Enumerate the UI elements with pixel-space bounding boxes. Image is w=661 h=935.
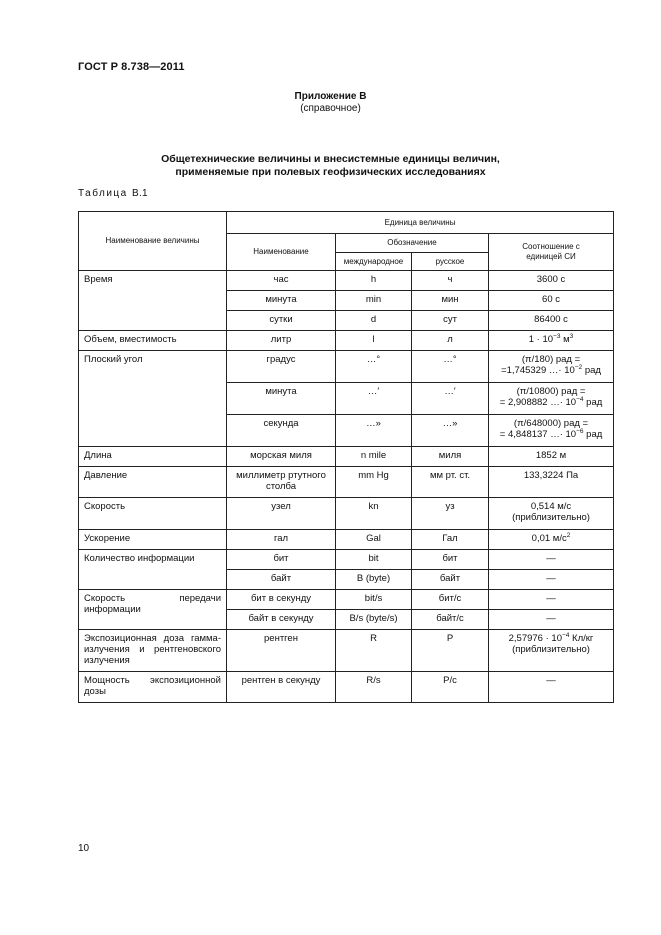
si-relation-cell: — bbox=[489, 590, 614, 610]
rus-symbol-cell: мм рт. ст. bbox=[412, 467, 489, 498]
unit-name-cell: сутки bbox=[227, 311, 336, 331]
rus-symbol-cell: бит bbox=[412, 550, 489, 570]
rus-symbol-cell: сут bbox=[412, 311, 489, 331]
rus-symbol-cell: …» bbox=[412, 415, 489, 447]
intl-symbol-cell: …′ bbox=[336, 383, 412, 415]
table-row bbox=[79, 498, 614, 530]
quantity-cell: Длина bbox=[79, 447, 227, 467]
appendix-heading bbox=[0, 91, 661, 115]
table-row bbox=[79, 331, 614, 351]
main-title-line1: Общетехнические величины и внесистемные единицы величин, bbox=[161, 153, 500, 165]
intl-symbol-cell: …° bbox=[336, 351, 412, 383]
table-row bbox=[79, 530, 614, 550]
rus-symbol-cell: уз bbox=[412, 498, 489, 530]
rus-symbol-cell: байт/с bbox=[412, 610, 489, 630]
header-international: международное bbox=[336, 253, 412, 271]
intl-symbol-cell: kn bbox=[336, 498, 412, 530]
si-relation-cell: 133,3224 Па bbox=[489, 467, 614, 498]
quantity-cell: Объем, вместимость bbox=[79, 331, 227, 351]
table-row bbox=[79, 590, 614, 610]
unit-name-cell: литр bbox=[227, 331, 336, 351]
quantity-cell: Экспозиционная доза гамма-излучения и рентгеновского излучения bbox=[79, 630, 227, 672]
si-relation-cell: 0,01 $м/с^2$ bbox=[489, 530, 614, 550]
table-row bbox=[79, 467, 614, 498]
intl-symbol-cell: n mile bbox=[336, 447, 412, 467]
quantity-cell: Плоский угол bbox=[79, 351, 227, 447]
quantity-cell: Давление bbox=[79, 467, 227, 498]
intl-symbol-cell: d bbox=[336, 311, 412, 331]
rus-symbol-cell: л bbox=[412, 331, 489, 351]
rus-symbol-cell: Р/с bbox=[412, 672, 489, 703]
unit-name-cell: байт в секунду bbox=[227, 610, 336, 630]
appendix-subtitle: (справочное) bbox=[300, 103, 361, 114]
si-relation-cell: — bbox=[489, 672, 614, 703]
table-row bbox=[79, 351, 614, 383]
header-si-relation: Соотношение с единицей СИ bbox=[489, 234, 614, 271]
table-row bbox=[79, 271, 614, 291]
header-designation: Обозначение bbox=[336, 234, 489, 253]
unit-name-cell: градус bbox=[227, 351, 336, 383]
intl-symbol-cell: bit/s bbox=[336, 590, 412, 610]
quantity-cell: Скорость bbox=[79, 498, 227, 530]
document-header: ГОСТ Р 8.738—2011 bbox=[78, 61, 185, 73]
rus-symbol-cell: …° bbox=[412, 351, 489, 383]
unit-name-cell: миллиметр ртутного столба bbox=[227, 467, 336, 498]
si-relation-cell: — bbox=[489, 550, 614, 570]
unit-name-cell: час bbox=[227, 271, 336, 291]
quantity-cell: Скорость передачи информации bbox=[79, 590, 227, 630]
intl-symbol-cell: bit bbox=[336, 550, 412, 570]
quantity-cell: Ускорение bbox=[79, 530, 227, 550]
intl-symbol-cell: Gal bbox=[336, 530, 412, 550]
intl-symbol-cell: …» bbox=[336, 415, 412, 447]
unit-name-cell: байт bbox=[227, 570, 336, 590]
si-relation-cell: — bbox=[489, 610, 614, 630]
intl-symbol-cell: B/s (byte/s) bbox=[336, 610, 412, 630]
unit-name-cell: гал bbox=[227, 530, 336, 550]
table-row bbox=[79, 630, 614, 672]
unit-name-cell: бит bbox=[227, 550, 336, 570]
unit-name-cell: бит в секунду bbox=[227, 590, 336, 610]
unit-name-cell: минута bbox=[227, 383, 336, 415]
rus-symbol-cell: …′ bbox=[412, 383, 489, 415]
units-table bbox=[78, 211, 614, 703]
rus-symbol-cell: ч bbox=[412, 271, 489, 291]
table-row bbox=[79, 447, 614, 467]
quantity-cell: Количество информации bbox=[79, 550, 227, 590]
unit-name-cell: узел bbox=[227, 498, 336, 530]
si-relation-cell: 0,514 м/с (приблизительно) bbox=[489, 498, 614, 530]
page-number: 10 bbox=[78, 843, 90, 854]
si-relation-cell: 3600 с bbox=[489, 271, 614, 291]
table-caption bbox=[78, 188, 148, 199]
unit-name-cell: морская миля bbox=[227, 447, 336, 467]
intl-symbol-cell: min bbox=[336, 291, 412, 311]
rus-symbol-cell: миля bbox=[412, 447, 489, 467]
rus-symbol-cell: Р bbox=[412, 630, 489, 672]
appendix-title: Приложение В bbox=[294, 91, 367, 102]
si-relation-cell: — bbox=[489, 570, 614, 590]
unit-name-cell: рентген bbox=[227, 630, 336, 672]
main-title-line2: применяемые при полевых геофизических исследованиях bbox=[175, 166, 486, 178]
header-unit-name: Наименование bbox=[227, 234, 336, 271]
si-relation-cell: (π/648000) рад = = 4,848137 …· $10^{-6}$ рад bbox=[489, 415, 614, 447]
main-title bbox=[0, 153, 661, 179]
rus-symbol-cell: байт bbox=[412, 570, 489, 590]
intl-symbol-cell: R bbox=[336, 630, 412, 672]
rus-symbol-cell: бит/с bbox=[412, 590, 489, 610]
intl-symbol-cell: l bbox=[336, 331, 412, 351]
unit-name-cell: минута bbox=[227, 291, 336, 311]
intl-symbol-cell: mm Hg bbox=[336, 467, 412, 498]
si-relation-cell: $2,57976 \cdot 10^{-4}$ Кл/кг (приблизительно) bbox=[489, 630, 614, 672]
table-caption-label: Таблица bbox=[78, 188, 128, 199]
quantity-cell: Мощность экспозиционной дозы bbox=[79, 672, 227, 703]
header-russian: русское bbox=[412, 253, 489, 271]
header-unit-group: Единица величины bbox=[227, 212, 614, 234]
table-row bbox=[79, 550, 614, 570]
si-relation-cell: 1852 м bbox=[489, 447, 614, 467]
unit-name-cell: секунда bbox=[227, 415, 336, 447]
si-relation-cell: (π/180) рад = =1,745329 …· $10^{-2}$ рад bbox=[489, 351, 614, 383]
intl-symbol-cell: R/s bbox=[336, 672, 412, 703]
rus-symbol-cell: Гал bbox=[412, 530, 489, 550]
si-relation-cell: (π/10800) рад = = 2,908882 …· $10^{-4}$ рад bbox=[489, 383, 614, 415]
unit-name-cell: рентген в секунду bbox=[227, 672, 336, 703]
header-quantity-name: Наименование величины bbox=[79, 212, 227, 271]
rus-symbol-cell: мин bbox=[412, 291, 489, 311]
quantity-cell: Время bbox=[79, 271, 227, 331]
intl-symbol-cell: B (byte) bbox=[336, 570, 412, 590]
si-relation-cell: 86400 с bbox=[489, 311, 614, 331]
intl-symbol-cell: h bbox=[336, 271, 412, 291]
si-relation-cell: 60 с bbox=[489, 291, 614, 311]
si-relation-cell: $1 \cdot 10^{-3}$ $м^3$ bbox=[489, 331, 614, 351]
table-row bbox=[79, 672, 614, 703]
table-caption-number: В.1 bbox=[132, 188, 148, 199]
